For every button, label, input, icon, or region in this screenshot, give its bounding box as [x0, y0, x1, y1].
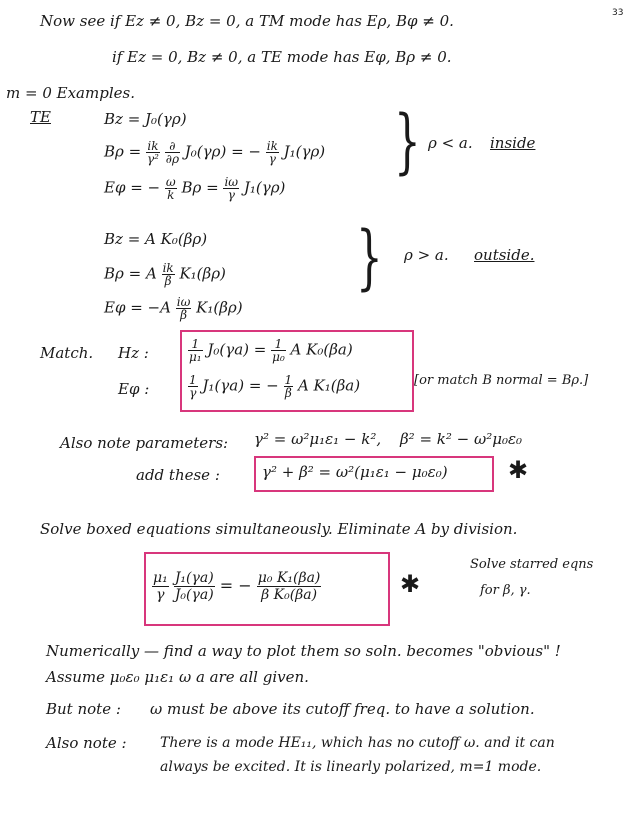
examples-heading: m = 0 Examples.: [6, 84, 135, 102]
match-hz-label: Hz :: [118, 344, 149, 362]
outside-label: outside.: [474, 246, 535, 264]
page-number: 33: [612, 8, 624, 18]
inside-condition: ρ < a.: [428, 134, 473, 152]
final-line-3-label: But note :: [46, 700, 121, 718]
params-star-icon: ✱: [508, 456, 529, 484]
solve-star-icon: ✱: [400, 570, 421, 598]
solve-line: Solve boxed equations simultaneously. Eliminate A by division.: [40, 520, 518, 538]
final-line-4-label: Also note :: [46, 734, 127, 752]
match-ephi-label: Eφ :: [118, 380, 150, 398]
solve-note-2: for β, γ.: [480, 583, 531, 598]
match-eq-2: $\frac{1}{\gamma}$ J₁(γa) = − $\frac{1}{\beta}$ A K₁(βa): [189, 373, 361, 400]
inside-brho: Bρ = $\frac{ik}{\text{γ²}}$ $\frac{\partial}{\partial\rho}$ J₀(γρ) = − $\frac{ik}{\gamma}$ J₁(γρ): [104, 139, 326, 166]
outside-brace: }: [356, 216, 383, 298]
final-line-4: There is a mode HE₁₁, which has no cutoff ω. and it can: [160, 735, 555, 751]
outside-bz: Bz = A K₀(βρ): [104, 230, 208, 248]
final-line-3: ω must be above its cutoff freq. to have a solution.: [150, 700, 535, 718]
intro-line-2: if Ez = 0, Bz ≠ 0, a TE mode has Eφ, Bρ ≠ 0.: [112, 48, 452, 66]
inside-brace: }: [394, 100, 421, 182]
intro-line-1: Now see if Ez ≠ 0, Bz = 0, a TM mode has Eρ, Bφ ≠ 0.: [40, 12, 454, 30]
final-line-5: always be excited. It is linearly polarized, m=1 mode.: [160, 759, 542, 775]
outside-brho: Bρ = A $\frac{ik}{\beta}$ K₁(βρ): [104, 261, 226, 288]
outside-condition: ρ > a.: [404, 246, 449, 264]
match-eq-1: $\frac{1}{\text{μ₁}}$ J₀(γa) = $\frac{1}{\text{μ₀}}$ A K₀(βa): [189, 337, 353, 364]
inside-label: inside: [490, 134, 536, 152]
params-beta: β² = k² − ω²μ₀ε₀: [400, 430, 523, 448]
match-note: [or match B normal = Bρ.]: [414, 373, 589, 388]
solve-eq: $\frac{\text{μ₁}}{\gamma}$ $\frac{\text{J₁(γa)}}{\text{J₀(γa)}}$ = − $\frac{\text{μ₀ K₁(βa)}}{\text{β K₀(βa)}}$: [153, 570, 321, 603]
params-sum: γ² + β² = ω²(μ₁ε₁ − μ₀ε₀): [262, 463, 448, 481]
final-line-2: Assume μ₀ε₀ μ₁ε₁ ω a are all given.: [46, 668, 309, 686]
solve-note-1: Solve starred eqns: [470, 557, 594, 572]
params-add-label: add these :: [136, 466, 220, 484]
params-gamma: γ² = ω²μ₁ε₁ − k²,: [254, 430, 382, 448]
params-label: Also note parameters:: [60, 434, 229, 452]
outside-ephi: Eφ = −A $\frac{i\omega}{\beta}$ K₁(βρ): [104, 295, 243, 322]
match-label: Match.: [40, 344, 94, 362]
final-line-1: Numerically — find a way to plot them so soln. becomes "obvious" !: [46, 642, 561, 660]
inside-ephi: Eφ = − $\frac{\omega}{k}$ Bρ = $\frac{i\omega}{\gamma}$ J₁(γρ): [104, 175, 286, 202]
te-label: TE: [30, 108, 51, 126]
inside-bz: Bz = J₀(γρ): [104, 110, 187, 128]
